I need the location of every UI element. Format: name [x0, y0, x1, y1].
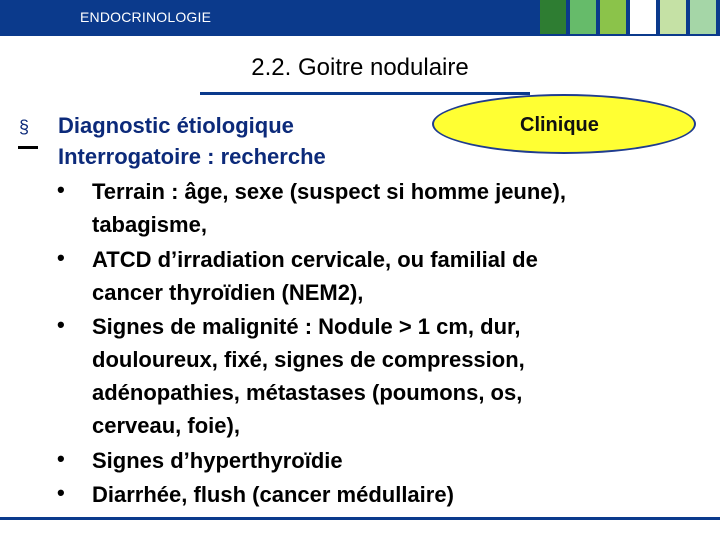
level2-text: Interrogatoire : recherche	[58, 144, 326, 169]
bullet-3-line4: cerveau, foie),	[92, 413, 240, 438]
bullet-1-line2: tabagisme,	[92, 212, 207, 237]
level1-text: Diagnostic étiologique	[58, 113, 294, 138]
level2-dash	[18, 146, 38, 149]
bullet-3-line1: Signes de malignité : Nodule > 1 cm, dur,	[92, 314, 521, 339]
bullet-2-line1: ATCD d’irradiation cervicale, ou familial de	[92, 247, 538, 272]
level1-bullet: §	[19, 117, 30, 137]
bullet-5-line1: Diarrhée, flush (cancer médullaire)	[92, 482, 454, 507]
bullet-dot: •	[57, 480, 65, 505]
bullet-dot: •	[57, 177, 65, 202]
bullet-2-line2: cancer thyroïdien (NEM2),	[92, 280, 364, 305]
callout-label: Clinique	[520, 114, 599, 136]
section-label: ENDOCRINOLOGIE	[80, 9, 212, 25]
bullet-dot: •	[57, 312, 65, 337]
bullet-dot: •	[57, 446, 65, 471]
title-underline	[200, 92, 530, 95]
bottom-rule	[0, 517, 720, 520]
bullet-1-line1: Terrain : âge, sexe (suspect si homme jeune),	[92, 179, 566, 204]
slide-title: 2.2. Goitre nodulaire	[251, 54, 469, 81]
logo	[536, 0, 720, 36]
bullet-3-line2: douloureux, fixé, signes de compression,	[92, 347, 525, 372]
bullet-3-line3: adénopathies, métastases (poumons, os,	[92, 380, 523, 405]
bullet-dot: •	[57, 245, 65, 270]
bullet-4-line1: Signes d’hyperthyroïdie	[92, 448, 343, 473]
